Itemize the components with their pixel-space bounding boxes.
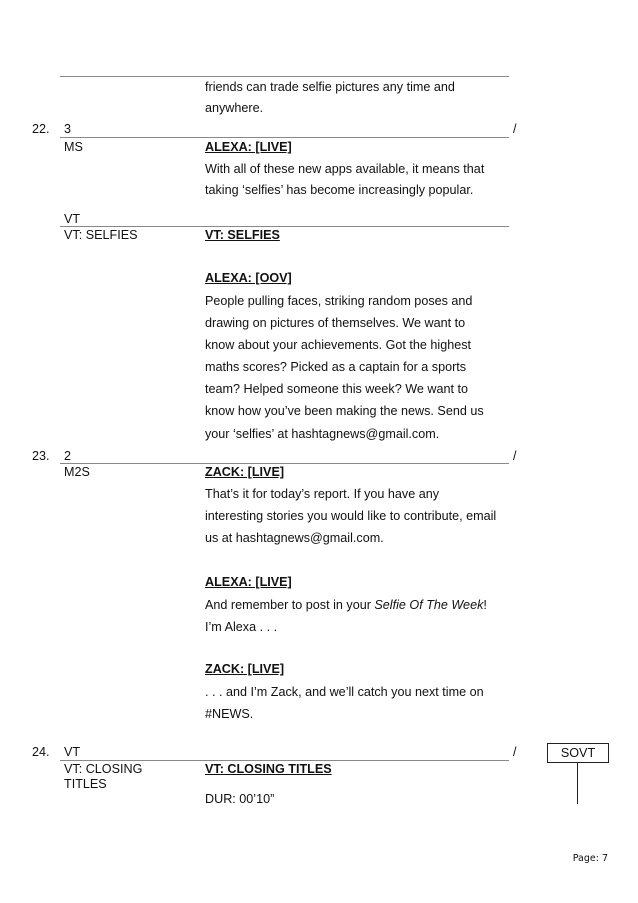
script-text: #NEWS. <box>205 707 254 721</box>
script-text: know how you’ve been making the news. Send us <box>205 404 484 418</box>
rule <box>60 137 509 138</box>
speaker-heading: ALEXA: [OOV] <box>205 271 292 285</box>
shot-type: VT <box>64 745 81 759</box>
row-number: 23. <box>32 449 50 463</box>
script-text: your ‘selfies’ at hashtagnews@gmail.com. <box>205 427 440 441</box>
shot-number: 2 <box>64 449 72 463</box>
row-number: 24. <box>32 745 50 759</box>
rule <box>60 760 509 761</box>
script-text: drawing on pictures of themselves. We want to <box>205 316 466 330</box>
script-text: friends can trade selfie pictures any time and <box>205 80 455 94</box>
script-text: interesting stories you would like to contribute, email <box>205 509 497 523</box>
rule <box>60 463 509 464</box>
rule <box>60 226 509 227</box>
row-mark: / <box>513 122 517 136</box>
script-text: anywhere. <box>205 101 264 115</box>
script-text: team? Helped someone this week? We want to <box>205 382 468 396</box>
shot-description: VT: SELFIES <box>64 228 138 242</box>
vt-heading: VT: CLOSING TITLES <box>205 762 332 776</box>
shot-description: TITLES <box>64 777 107 791</box>
row-mark: / <box>513 745 517 759</box>
duration-text: DUR: 00’10” <box>205 792 275 806</box>
script-text: And remember to post in your Selfie Of The Week! <box>205 598 487 612</box>
speaker-heading: ZACK: [LIVE] <box>205 465 285 479</box>
row-number: 22. <box>32 122 50 136</box>
script-text: People pulling faces, striking random poses and <box>205 294 473 308</box>
shot-description: M2S <box>64 465 90 479</box>
row-mark: / <box>513 449 517 463</box>
show-segment-name: Selfie Of The Week <box>374 598 484 612</box>
sound-cue-box: SOVT <box>547 743 609 763</box>
script-text: know about your achievements. Got the highest <box>205 338 472 352</box>
vt-heading: VT: SELFIES <box>205 228 280 242</box>
rule-top <box>60 76 509 77</box>
shot-description: VT: CLOSING <box>64 762 143 776</box>
script-text: . . . and I’m Zack, and we’ll catch you next time on <box>205 685 484 699</box>
shot-type: VT <box>64 212 81 226</box>
page-number: Page: 7 <box>572 853 608 864</box>
script-text: That’s it for today’s report. If you have any <box>205 487 440 501</box>
shot-number: 3 <box>64 122 72 136</box>
shot-description: MS <box>64 140 83 154</box>
script-text: us at hashtagnews@gmail.com. <box>205 531 384 545</box>
sound-cue-line <box>577 762 578 804</box>
script-text: With all of these new apps available, it means that <box>205 162 485 176</box>
speaker-heading: ALEXA: [LIVE] <box>205 140 292 154</box>
speaker-heading: ZACK: [LIVE] <box>205 662 285 676</box>
script-text: maths scores? Picked as a captain for a sports <box>205 360 467 374</box>
script-text: I’m Alexa . . . <box>205 620 278 634</box>
speaker-heading: ALEXA: [LIVE] <box>205 575 292 589</box>
script-text: taking ‘selfies’ has become increasingly popular. <box>205 183 474 197</box>
